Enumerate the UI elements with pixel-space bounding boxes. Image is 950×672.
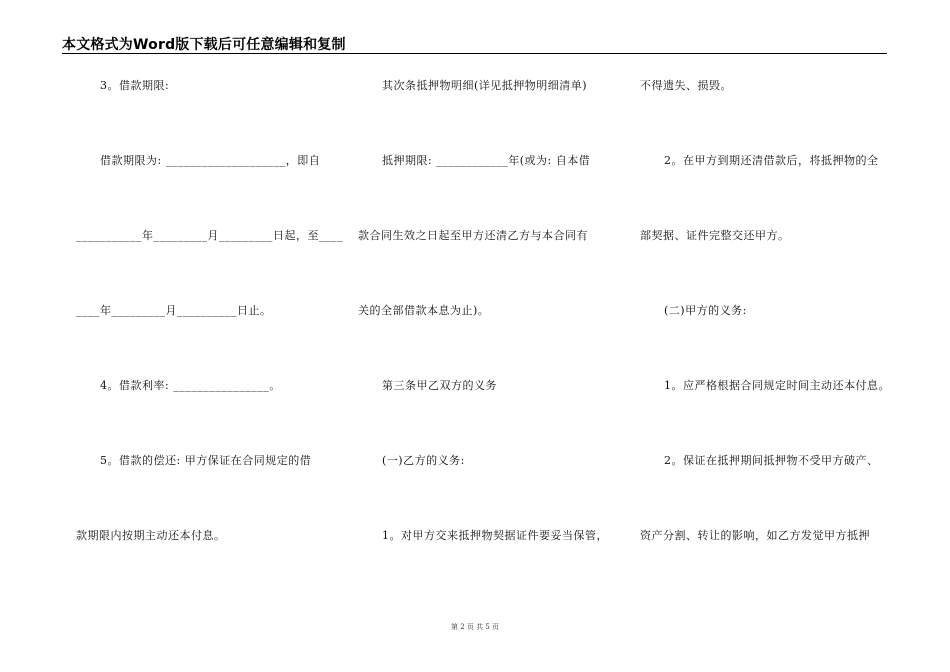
page-number: 第 2 页 共 5 页: [450, 623, 500, 631]
col2-line-1: 其次条抵押物明细(详见抵押物明细清单): [382, 79, 588, 92]
col2-line-4: 关的全部借款本息为止)。: [358, 304, 490, 317]
col3-line-7: 资产分割、转让的影响，如乙方发觉甲方抵押: [640, 529, 870, 542]
col3-line-4: (二)甲方的义务:: [664, 304, 747, 317]
col2-line-3: 款合同生效之日起至甲方还清乙方与本合同有: [358, 229, 588, 242]
col1-line-7: 款期限内按期主动还本付息。: [76, 529, 226, 542]
col3-line-6: 2。保证在抵押期间抵押物不受甲方破产、: [664, 454, 879, 467]
col1-line-3: ___________年_________月_________日起，至____: [76, 229, 343, 242]
col3-line-3: 部契据、证件完整交还甲方。: [640, 229, 790, 242]
header-divider: [62, 53, 887, 54]
col1-line-4: ____年_________月__________日止。: [76, 304, 272, 317]
col2-line-7: 1。对甲方交来抵押物契据证件要妥当保管，: [382, 529, 608, 542]
col3-line-5: 1。应严格根据合同规定时间主动还本付息。: [664, 379, 890, 392]
col3-line-2: 2。在甲方到期还清借款后，将抵押物的全: [664, 154, 879, 167]
col2-line-6: (一)乙方的义务:: [382, 454, 465, 467]
col3-line-1: 不得遗失、损毁。: [640, 79, 732, 92]
col1-line-5: 4。借款利率: ________________。: [100, 379, 281, 392]
col2-line-2: 抵押期限: ____________年(或为: 自本借: [382, 154, 591, 167]
col1-line-1: 3。借款期限:: [100, 79, 170, 92]
col2-line-5: 第三条甲乙双方的义务: [382, 379, 497, 392]
col1-line-6: 5。借款的偿还: 甲方保证在合同规定的借: [100, 454, 312, 467]
col1-line-2: 借款期限为: ____________________，即自: [100, 154, 321, 167]
document-header-title: 本文格式为Word版下载后可任意编辑和复制: [62, 37, 346, 53]
